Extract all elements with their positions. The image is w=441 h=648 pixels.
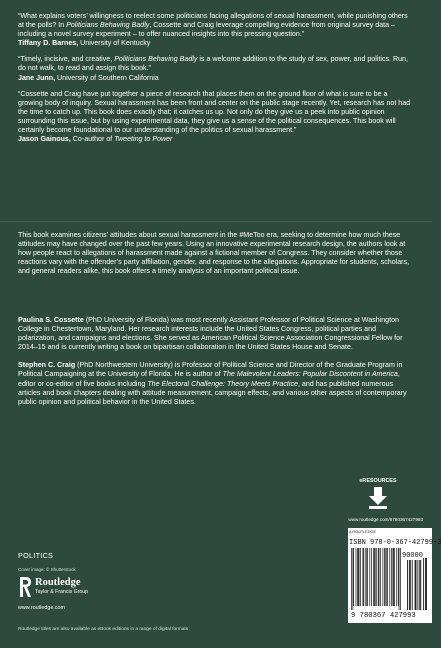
routledge-logo-icon <box>18 576 32 598</box>
eresources-label: eRESOURCES <box>359 478 397 484</box>
barcode-bar <box>398 548 399 606</box>
barcode-bar <box>387 548 388 606</box>
barcode-bar <box>366 548 367 606</box>
review-attribution: Jane Junn, University of Southern California <box>18 73 159 82</box>
download-arrow-icon <box>368 487 388 509</box>
barcode-bar <box>384 548 385 606</box>
barcode-addon-bar <box>426 558 427 610</box>
barcode-bar <box>380 548 381 606</box>
eresources-url[interactable]: www.routledge.com/9780367427993 <box>348 517 423 522</box>
barcode-bar <box>386 548 387 606</box>
eresources-badge <box>356 478 400 514</box>
review-attribution: Jason Gainous, Co-author of Tweeting to Power <box>18 135 173 144</box>
publisher-logo <box>18 574 138 600</box>
barcode-bar <box>375 548 376 606</box>
review-quote: “What explains voters’ willingness to reelect some politicians facing allegations of sexual harassment, while punishing others at the polls? In Politicians Behaving Badly, Cossette and Craig leverage compelling evidence from original survey data – including a novel survey experiment – to offer nuanced insights into this pressing question.” <box>18 12 408 39</box>
review-quote: “Cossette and Craig have put together a piece of research that places them on the ground floor of what is sure to be a growing body of inquiry. Sexual harassment has been front and center on the public stage recently. Yet, research has not had the time to catch up. This book does exactly that; it catches us up. Not only do they give us a peek into public opinion surrounding this issue, but by using experimental data, they give us a sense of the political consequences. This book will certainly become foundational to our understanding of the politics of sexual harassment.” <box>18 89 411 135</box>
review-2 <box>18 55 414 82</box>
barcode-bar <box>357 548 358 606</box>
barcode-addon-bar <box>409 558 410 610</box>
barcode-bar <box>353 548 354 610</box>
barcode-bar <box>360 548 361 606</box>
barcode-bar <box>385 548 386 606</box>
barcode-bar <box>369 548 370 606</box>
barcode-bar <box>396 548 397 606</box>
section-divider <box>0 221 432 222</box>
barcode-bar <box>393 548 394 606</box>
barcode-bar <box>365 548 366 606</box>
barcode-bar <box>379 548 380 606</box>
barcode-bar <box>363 548 364 606</box>
barcode-bar <box>378 548 379 606</box>
barcode-addon-bar <box>407 558 408 610</box>
review-blurbs <box>18 12 414 151</box>
author-bio-cossette: Paulina S. Cossette (PhD University of Florida) was most recently Assistant Professor of Political Science at Washington College in Chestertown, Maryland. Her research interests include the United States Congress, political parties and polarization, and campaigns and elections. She served as American Political Science Association Congressional Fellow for 2014–15 and is currently writing a book on bipartisan collaboration in the United States House and Senate. <box>18 316 403 352</box>
barcode-bar <box>400 548 401 610</box>
barcode-bar <box>363 548 364 606</box>
barcode-addon-bar <box>415 558 416 610</box>
barcode-addon-bar <box>425 558 426 610</box>
author-bio-craig: Stephen C. Craig (PhD Northwestern University) is Professor of Political Science and Director of the Graduate Program in Political Campaigning at the University of Florida. He is author of The Malevolent Leaders: Popular Discontent in America, editor or co-editor of five books including The Electoral Challenge: Theory Meets Practice, and has published numerous articles and book chapters dealing with attitude measurement, campaign effects, and various other aspects of contemporary public opinion and political behavior in the United States. <box>18 361 407 406</box>
barcode-bar <box>383 548 384 606</box>
barcode-addon-bar <box>423 558 424 610</box>
barcode-bar <box>351 548 352 610</box>
publisher-website[interactable]: www.routledge.com <box>18 605 66 611</box>
publisher-subtitle: Taylor & Francis Group <box>35 589 89 595</box>
barcode-bar <box>399 548 400 610</box>
barcode-addon-bar <box>410 558 411 610</box>
barcode-bar <box>359 548 360 606</box>
book-description: This book examines citizens’ attitudes about sexual harassment in the #MeToo era, seeking to determine how much these attitudes may have changed over the past few years. Using an innovative experimental research design, the authors look at how people react to allegations of harassment made against a fictional member of Congress. They consider whether those reactions vary with the offender’s party affiliation, gender, and response to the allegations. Appropriate for students, scholars, and general readers alike, this book offers a timely analysis of an important political issue. <box>18 231 410 276</box>
barcode-bar <box>391 548 392 606</box>
barcode-bar <box>389 548 390 606</box>
review-3 <box>18 90 414 145</box>
subject-category: POLITICS <box>18 551 54 560</box>
ebook-note: Routledge titles are also available as eBook editions in a range of digital formats <box>18 627 189 632</box>
review-attribution: Tiffany D. Barnes, University of Kentucky <box>18 39 151 48</box>
barcode-addon-bar <box>420 558 421 610</box>
isbn-number: ISBN 978-0-367-42799-3 <box>349 539 441 547</box>
barcode-bar <box>358 548 359 606</box>
barcode-bar <box>367 548 368 606</box>
barcode-bar <box>371 548 372 606</box>
barcode-addon-bar <box>417 558 418 610</box>
cover-credit: Cover image: © Shutterstock <box>18 567 76 572</box>
barcode-bar <box>376 548 377 606</box>
review-quote: “Timely, incisive, and creative, Politicians Behaving Badly is a welcome addition to the study of sex, power, and politics. Run, do not walk, to read and assign this book.” <box>18 55 408 73</box>
barcode-top-text: A ROUTLEDGE <box>349 530 377 534</box>
publisher-name: Routledge <box>35 577 81 588</box>
barcode-bar <box>356 548 357 606</box>
barcode-bar <box>394 548 395 606</box>
author-bios <box>18 316 414 416</box>
barcode-bar <box>393 548 394 606</box>
barcode-addon: 90000 <box>402 552 424 560</box>
barcode-bar <box>373 548 374 606</box>
barcode-addon-bar <box>416 558 417 610</box>
isbn-barcode <box>348 528 441 623</box>
barcode-addon-bar <box>419 558 420 610</box>
ean-digits: 9 780367 427993 <box>351 612 416 620</box>
barcode-addon-bar <box>412 558 413 610</box>
barcode-bar <box>374 548 375 606</box>
barcode-bar <box>353 548 354 606</box>
review-1 <box>18 12 414 48</box>
